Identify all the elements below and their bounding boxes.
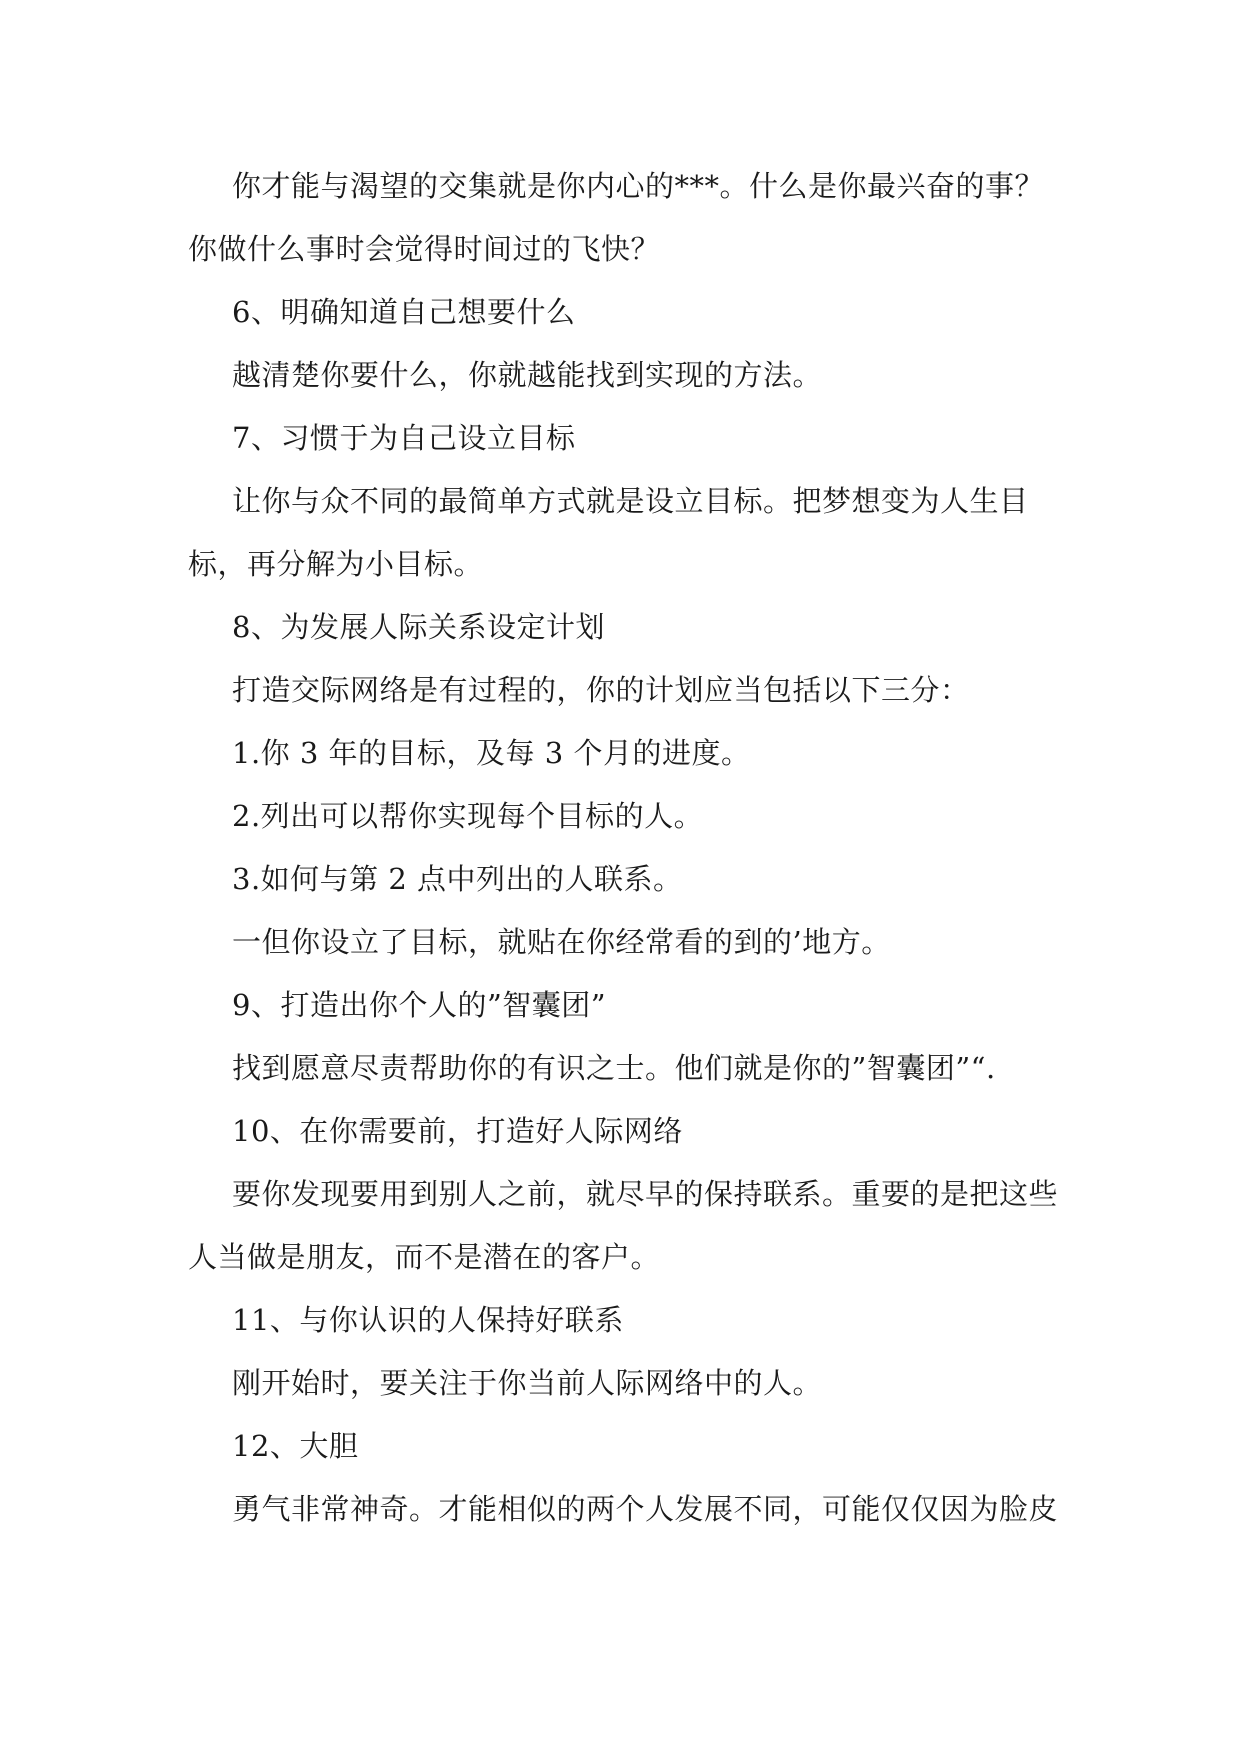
list-item: 2.列出可以帮你实现每个目标的人。 xyxy=(232,799,704,833)
section-heading: 9、打造出你个人的”智囊团” xyxy=(232,988,607,1022)
section-heading: 7、习惯于为自己设立目标 xyxy=(232,421,576,455)
paragraph: 要你发现要用到别人之前，就尽早的保持联系。重要的是把这些人当做是朋友，而不是潜在的客户。 xyxy=(188,1177,1059,1274)
section-heading: 10、在你需要前，打造好人际网络 xyxy=(232,1114,683,1148)
section-heading: 6、明确知道自己想要什么 xyxy=(232,295,576,329)
paragraph: 你才能与渴望的交集就是你内心的***。什么是你最兴奋的事？你做什么事时会觉得时间过的飞快？ xyxy=(188,169,1045,266)
paragraph: 找到愿意尽责帮助你的有识之士。他们就是你的”智囊团”“. xyxy=(232,1051,996,1085)
paragraph: 越清楚你要什么，你就越能找到实现的方法。 xyxy=(232,358,823,392)
list-item: 1.你 3 年的目标，及每 3 个月的进度。 xyxy=(232,736,751,770)
document-body xyxy=(188,155,1068,1541)
paragraph: 一但你设立了目标，就贴在你经常看的到的’地方。 xyxy=(232,925,891,959)
paragraph: 刚开始时，要关注于你当前人际网络中的人。 xyxy=(232,1366,823,1400)
paragraph: 打造交际网络是有过程的，你的计划应当包括以下三分： xyxy=(232,673,970,707)
section-heading: 11、与你认识的人保持好联系 xyxy=(232,1303,624,1337)
paragraph: 勇气非常神奇。才能相似的两个人发展不同，可能仅仅因为脸皮 xyxy=(232,1492,1059,1526)
list-item: 3.如何与第 2 点中列出的人联系。 xyxy=(232,862,683,896)
paragraph: 让你与众不同的最简单方式就是设立目标。把梦想变为人生目标，再分解为小目标。 xyxy=(188,484,1029,581)
section-heading: 8、为发展人际关系设定计划 xyxy=(232,610,605,644)
section-heading: 12、大胆 xyxy=(232,1429,359,1463)
